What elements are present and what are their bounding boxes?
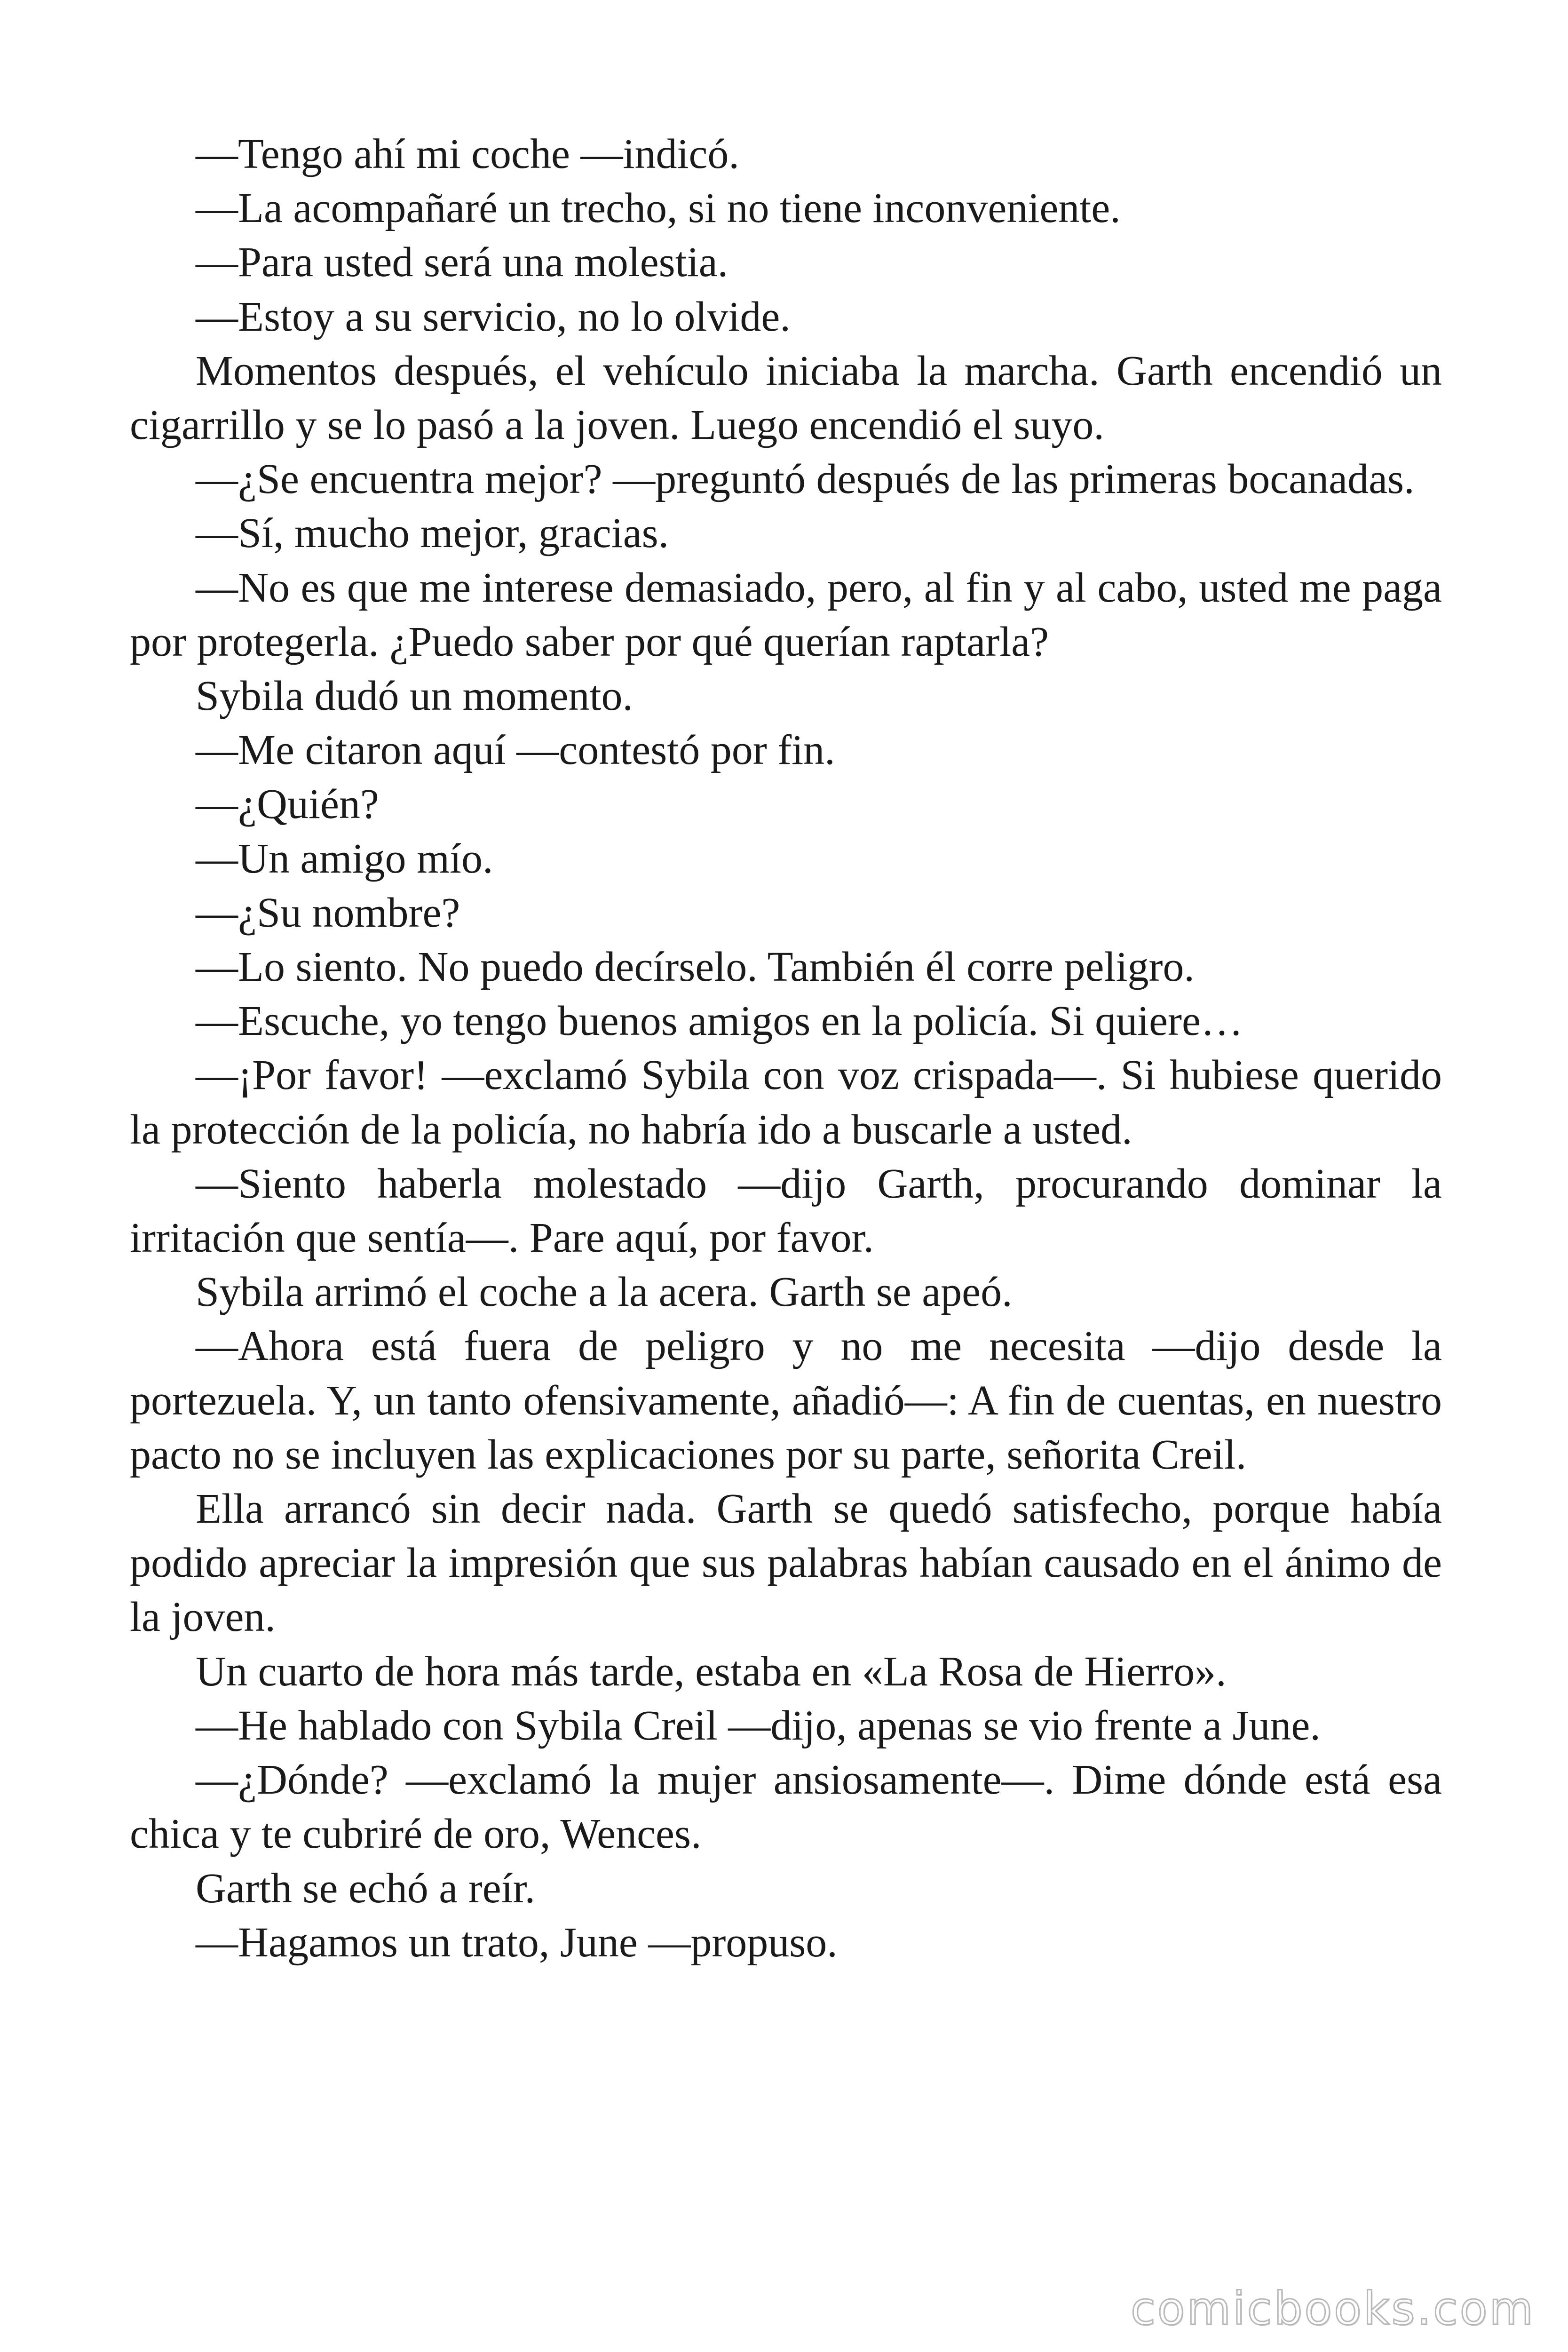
paragraph: —¡Por favor! —exclamó Sybila con voz crispada—. Si hubiese querido la protección de la policía, no habría ido a buscarle a usted.	[130, 1052, 1442, 1153]
paragraph: —¿Se encuentra mejor? —preguntó después de las primeras bocanadas.	[196, 456, 1415, 503]
paragraph: —He hablado con Sybila Creil —dijo, apenas se vio frente a June.	[196, 1702, 1321, 1749]
paragraph: —No es que me interese demasiado, pero, al fin y al cabo, usted me paga por protegerla. ¿Puedo saber por qué querían raptarla?	[130, 564, 1442, 665]
watermark: comicbooks.com	[1130, 2282, 1535, 2335]
paragraph: —La acompañaré un trecho, si no tiene inconveniente.	[196, 185, 1121, 232]
paragraph: —Un amigo mío.	[196, 835, 493, 882]
paragraph: —Hagamos un trato, June —propuso.	[196, 1919, 838, 1966]
paragraph: —Me citaron aquí —contestó por fin.	[196, 727, 835, 774]
paragraph: —Para usted será una molestia.	[196, 239, 729, 286]
paragraph: —Tengo ahí mi coche —indicó.	[196, 131, 739, 177]
paragraph: —Lo siento. No puedo decírselo. También él corre peligro.	[196, 944, 1195, 991]
paragraph: Un cuarto de hora más tarde, estaba en «La Rosa de Hierro».	[196, 1648, 1227, 1695]
paragraph: —¿Dónde? —exclamó la mujer ansiosamente—. Dime dónde está esa chica y te cubriré de oro, Wences.	[130, 1756, 1442, 1858]
paragraph: —¿Quién?	[196, 781, 379, 828]
body-text	[130, 127, 1442, 1970]
paragraph: Momentos después, el vehículo iniciaba la marcha. Garth encendió un cigarrillo y se lo pasó a la joven. Luego encendió el suyo.	[130, 347, 1442, 449]
paragraph: —Ahora está fuera de peligro y no me necesita —dijo desde la portezuela. Y, un tanto ofensivamente, añadió—: A fin de cuentas, en nuestro pacto no se incluyen las explicaciones por su parte, señorita Creil.	[130, 1323, 1442, 1478]
paragraph: Sybila dudó un momento.	[196, 673, 633, 720]
paragraph: —Siento haberla molestado —dijo Garth, procurando dominar la irritación que sentía—. Pare aquí, por favor.	[130, 1160, 1442, 1262]
paragraph: Ella arrancó sin decir nada. Garth se quedó satisfecho, porque había podido apreciar la impresión que sus palabras habían causado en el ánimo de la joven.	[130, 1486, 1442, 1641]
paragraph: —Estoy a su servicio, no lo olvide.	[196, 293, 791, 340]
paragraph: —¿Su nombre?	[196, 889, 460, 936]
paragraph: Garth se echó a reír.	[196, 1865, 536, 1912]
paragraph: —Escuche, yo tengo buenos amigos en la policía. Si quiere…	[196, 998, 1243, 1045]
paragraph: —Sí, mucho mejor, gracias.	[196, 510, 669, 557]
paragraph: Sybila arrimó el coche a la acera. Garth se apeó.	[196, 1269, 1013, 1316]
